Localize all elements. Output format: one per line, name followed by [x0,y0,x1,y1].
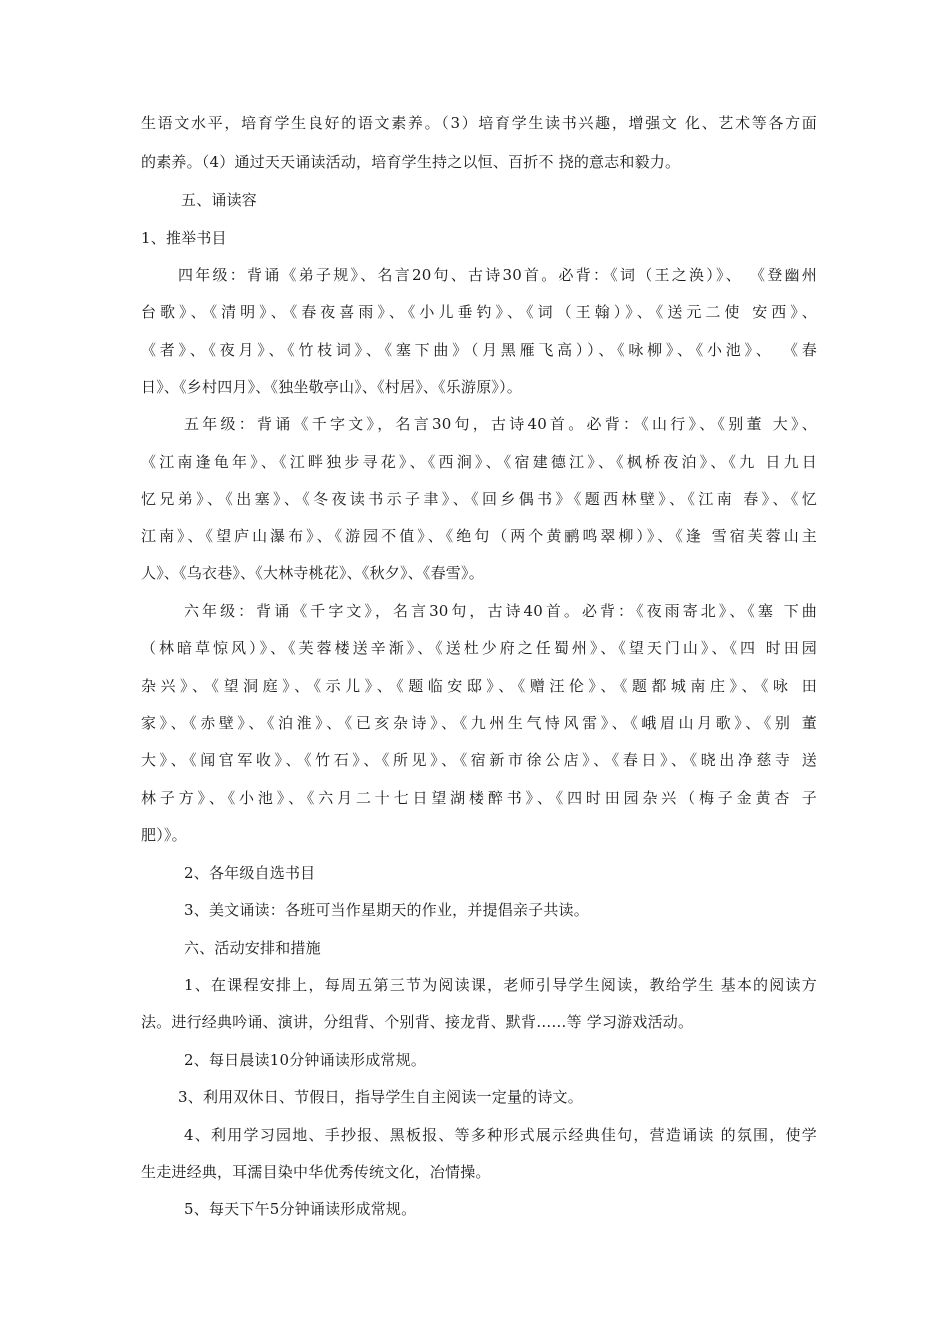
paragraph-line: 家》、《赤壁》、《泊淮》、《已亥杂诗》、《九州生气恃风雷》、《峨眉山月歌》、《别 董 [141,714,817,732]
paragraph-line: 4、利用学习园地、手抄报、黑板报、等多种形式展示经典佳句，营造诵读 的氛围，使学 [184,1126,817,1144]
paragraph-line: 人》、《乌衣巷》、《大林寺桃花》、《秋夕》、《春雪》。 [141,564,484,582]
paragraph-line: 生语文水平，培育学生良好的语文素养。（3）培育学生读书兴趣，增强文 化、艺术等各方面 [141,114,817,132]
paragraph-line: 1、在课程安排上，每周五第三节为阅读课，老师引导学生阅读，教给学生 基本的阅读方 [184,976,817,994]
section-heading: 六、活动安排和措施 [184,939,321,957]
paragraph-line: 林子方》、《小池》、《六月二十七日望湖楼醉书》、《四时田园杂兴（梅子金黄杏 子 [141,789,817,807]
paragraph-line: 法。进行经典吟诵、演讲，分组背、个别背、接龙背、默背……等 学习游戏活动。 [141,1013,694,1031]
paragraph-line: 忆兄弟》、《出塞》、《冬夜读书示子聿》、《回乡偶书》《题西林壁》、《江南 春》、《忆 [141,490,817,508]
paragraph-line: 六年级：背诵《千字文》，名言30句，古诗40首。必背：《夜雨寄北》、《塞 下曲 [184,602,817,620]
paragraph-line: 江南》、《望庐山瀑布》、《游园不值》、《绝句（两个黄鹂鸣翠柳）》、《逢 雪宿芙蓉山主 [141,527,817,545]
paragraph-line: 《者》、《夜月》、《竹枝词》、《塞下曲》（月黑雁飞高））、《咏柳》、《小池》、 《春 [141,341,817,359]
paragraph-line: 2、每日晨读10分钟诵读形成常规。 [184,1051,427,1069]
section-heading: 五、诵读容 [181,191,258,209]
subsection-heading: 2、各年级自选书目 [184,864,316,882]
paragraph-line: 五年级：背诵《千字文》，名言30句，古诗40首。必背：《山行》、《别董 大》、 [184,415,817,433]
paragraph-line: 大》、《闻官军收》、《竹石》、《所见》、《宿新市徐公店》、《春日》、《晓出净慈寺 送 [141,751,817,769]
paragraph-line: 的素养。（4）通过天天诵读活动，培育学生持之以恒、百折不 挠的意志和毅力。 [141,153,681,171]
paragraph-line: 3、利用双休日、节假日，指导学生自主阅读一定量的诗文。 [178,1088,583,1106]
paragraph-line: 四年级：背诵《弟子规》、名言20句、古诗30首。必背：《词（王之涣）》、 《登幽州 [178,266,817,284]
paragraph-line: 杂兴》、《望洞庭》、《示儿》、《题临安邸》、《赠汪伦》、《题都城南庄》、《咏 田 [141,677,817,695]
paragraph-line: 《江南逢龟年》、《江畔独步寻花》、《西涧》、《宿建德江》、《枫桥夜泊》、《九 日九日 [141,453,817,471]
paragraph-line: 肥）》。 [141,826,187,844]
paragraph-line: 3、美文诵读：各班可当作星期天的作业，并提倡亲子共读。 [184,901,589,919]
paragraph-line: 台歌》、《清明》、《春夜喜雨》、《小儿垂钓》、《词（王翰）》、《送元二使 安西》、 [141,303,817,321]
paragraph-line: 5、每天下午5分钟诵读形成常规。 [184,1200,417,1218]
subsection-heading: 1、推举书目 [141,229,227,247]
paragraph-line: 生走进经典，耳濡目染中华优秀传统文化，冶情操。 [141,1163,491,1181]
paragraph-line: 日》、《乡村四月》、《独坐敬亭山》、《村居》、《乐游原》）。 [141,378,523,396]
paragraph-line: （林暗草惊风）》、《芙蓉楼送辛渐》、《送杜少府之任蜀州》、《望天门山》、《四 时田园 [141,639,817,657]
